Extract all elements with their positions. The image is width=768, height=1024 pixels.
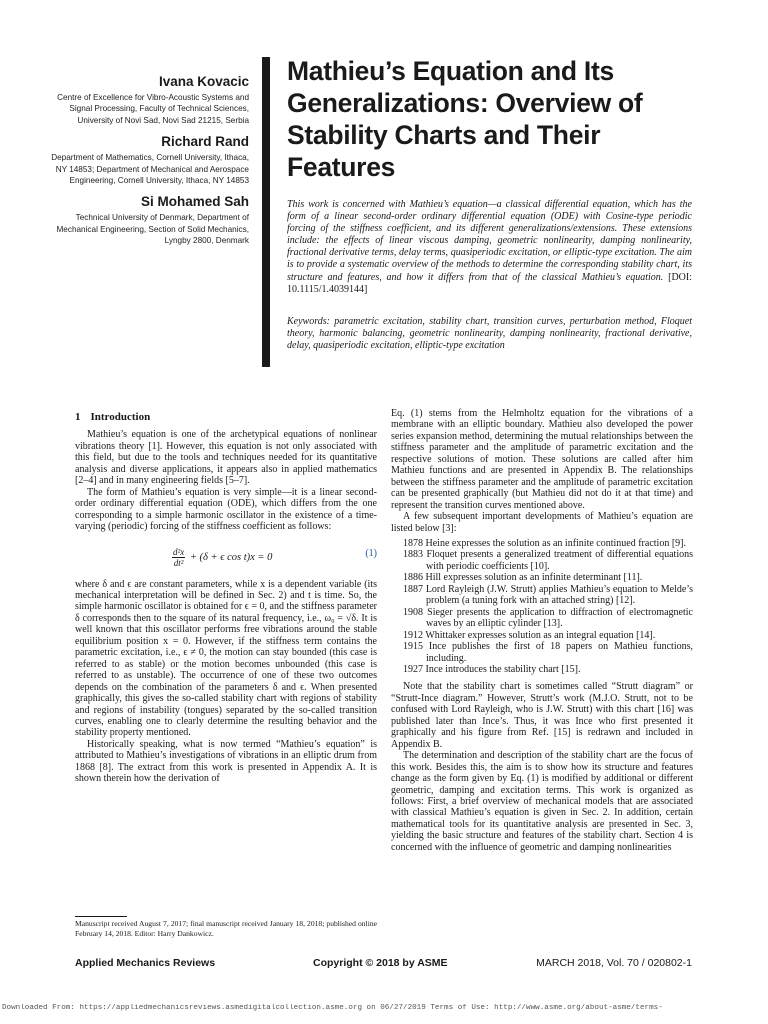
author-affiliation: Department of Mathematics, Cornell University, Ithaca, NY 14853; Department of Mechanical and Aerospace Engineering, Cornell University, Ithaca, NY 14853 <box>51 153 249 186</box>
list-item: 1887 Lord Rayleigh (J.W. Strutt) applies Mathieu’s equation to Melde’s problem (a tuning fork with an attached string) [12]. <box>403 583 693 607</box>
paragraph: The determination and description of the stability chart are the focus of this work. Besides this, the aim is to show how its structure and features change as the form given by Eq. (1) is modified by additional or different geometric, damping and excitation terms. This work is organized as follows: First, a brief overview of mechanical models that are associated with classical Mathieu’s equation is given in Sec. 2. In addition, certain mathematical tools for its quantitative analysis are presented in Sec. 3, yielding the basic structure and features of the stability chart. Section 4 is concerned with the influence of geometric and damping nonlinearities <box>391 750 693 853</box>
equation-fraction <box>172 547 185 568</box>
section-heading <box>75 412 377 423</box>
paragraph: A few subsequent important developments of Mathieu’s equation are listed below [3]: <box>391 511 693 534</box>
equation <box>75 539 377 573</box>
equation-number[interactable]: (1) <box>365 547 377 559</box>
list-item: 1883 Floquet presents a generalized treatment of differential equations with periodic coefficients [10]. <box>403 549 693 572</box>
list-item: 1927 Ince introduces the stability chart [15]. <box>403 663 581 675</box>
paragraph: where δ and ϵ are constant parameters, while x is a dependent variable (its mechanical interpretation will be defined in Sec. 2) and t is time. So, the simple harmonic oscillator is obtained for ϵ = 0, and the stiffness parameter δ corresponds then to the square of its natural frequency, i.e., ω₀ = √δ. It is well known that this oscillator performs free vibrations around the stable equilibrium position x = 0. However, if the stiffness term contains the parametric excitation, i.e., ϵ ≠ 0, the motion can stay bounded (this case is referred to as stable) or the motion becomes unbounded (this case is referred to as unstable). The occurrence of one of these two outcomes depends on the combination of the parameters δ and ϵ. When presented graphically, this gives the so-called stability chart with regions of stability and regions of instability (tongues) separated by the so-called transition curves, enabling one to clearly determine the resulting behavior and the stability property mentioned. <box>75 578 377 739</box>
list-item: 1915 Ince publishes the first of 18 papers on Mathieu functions, including. <box>403 641 693 664</box>
equation-rest: + (δ + ϵ cos t)x = 0 <box>189 551 273 563</box>
list-item: 1886 Hill expresses solution as an infinite determinant [11]. <box>403 572 643 584</box>
history-list <box>391 538 693 675</box>
footnote: Manuscript received August 7, 2017; final manuscript received January 18, 2018; published online February 14, 2018. Editor: Harry Dankowicz. <box>75 919 377 938</box>
list-item: 1912 Whittaker expresses solution as an integral equation [14]. <box>403 629 656 641</box>
author-name[interactable]: Ivana Kovacic <box>158 74 249 89</box>
section-number: 1 <box>75 411 81 423</box>
author-list <box>40 70 249 255</box>
abstract-text: This work is concerned with Mathieu’s equation—a classical differential equation, which has the form of a linear second-order ordinary differential equation (ODE) with Cosine-type periodic forcing of the stiffness coefficient, and its different generalizations/extensions. These extensions include: the effects of linear viscous damping, geometric nonlinearity, damping nonlinearity, fractional derivative terms, delay terms, quasiperiodic excitation, or elliptic-type excitation. The aim is to provide a systematic overview of the methods to determine the corresponding stability chart, its structure and features, and how it differs from that of the classical Mathieu’s equation. <box>287 199 692 283</box>
abstract <box>287 199 692 296</box>
keywords: Keywords: parametric excitation, stability chart, transition curves, perturbation method, Floquet theory, harmonic balancing, geometric nonlinearity, damping nonlinearity, fractional derivative, delay, quasiperiodic excitation, elliptic-type excitation <box>287 316 692 352</box>
download-notice[interactable]: Downloaded From: https://appliedmechanicsreviews.asmedigitalcollection.asme.org on 06/27/2019 Terms of Use: http://www.asme.org/about-asme/terms- <box>2 1004 663 1012</box>
list-item: 1908 Sieger presents the application to diffraction of electromagnetic waves by an elliptic cylinder [13]. <box>403 606 693 630</box>
journal-name: Applied Mechanics Reviews <box>75 957 216 969</box>
author-affiliation: Technical University of Denmark, Department of Mechanical Engineering, Section of Solid Mechanics, Lyngby 2800, Denmark <box>56 213 249 246</box>
paragraph: Eq. (1) stems from the Helmholtz equation for the vibrations of a membrane with an elliptic boundary. Mathieu also developed the power series expansion method, determining the mutual relationships between the stiffness parameter and the amplitude of parametric excitation and the respective solutions of motion. These solutions are called after him Mathieu functions and are presented in Appendix B. The relationships between the stiffness parameter and the amplitude of parametric excitation can be presented graphically (but Mathieu did not do it at that time) and represent the transition curves mentioned above. <box>391 408 693 511</box>
left-column <box>75 408 377 785</box>
paper-title: Mathieu’s Equation and Its Generalizations: Overview of Stability Charts and Their Features <box>287 56 643 182</box>
paragraph: Historically speaking, what is now termed “Mathieu’s equation” is attributed to Mathieu’s investigations of vibrations in an elliptic drum from 1868 [8]. The extract from this work is presented in Appendix A. It is shown therein how the derivation of <box>75 738 377 785</box>
author-block <box>40 74 249 126</box>
copyright: Copyright © 2018 by ASME <box>313 957 448 969</box>
equation-body <box>172 547 272 568</box>
issue-info: MARCH 2018, Vol. 70 / 020802-1 <box>536 957 692 969</box>
author-block <box>40 134 249 186</box>
fraction-numerator: d²x <box>173 546 185 557</box>
author-name[interactable]: Richard Rand <box>161 134 249 150</box>
paragraph: Note that the stability chart is sometimes called “Strutt diagram” or “Strutt-Ince diagram.” However, Strutt’s work (M.J.O. Strutt, not to be confused with Lord Rayleigh, who is J.W. Strutt) with this chart [16] was published later than Ince’s. Thus, it was Ince who first presented it graphically and his figure from Ref. [15] is redrawn and included in Appendix B. <box>391 681 693 750</box>
author-affiliation: Centre of Excellence for Vibro-Acoustic Systems and Signal Processing, Faculty of Technical Sciences, University of Novi Sad, Novi Sad 21215, Serbia <box>57 93 249 125</box>
doi-link[interactable]: [DOI: 10.1115/1.4039144] <box>287 271 693 295</box>
fraction-denominator: dt² <box>173 557 184 568</box>
right-column <box>391 408 693 853</box>
title-accent-bar <box>262 57 270 367</box>
paragraph: Mathieu’s equation is one of the archetypical equations of nonlinear vibrations theory [1]. However, this equation is not only associated with this field, but due to the tools and techniques needed for its quantitative analysis and diverse applications, it appears also in applied mathematics [2–4] and in many engineering fields [5–7]. <box>75 429 377 487</box>
paragraph: The form of Mathieu’s equation is very simple—it is a linear second-order ordinary differential equation (ODE), which differs from the one corresponding to a simple harmonic oscillator in the existence of a time-varying (periodic) forcing of the stiffness coefficient as follows: <box>75 486 377 533</box>
author-name[interactable]: Si Mohamed Sah <box>140 194 249 210</box>
section-title: Introduction <box>90 411 151 423</box>
author-block <box>40 194 249 246</box>
footnote-rule <box>75 916 127 917</box>
list-item: 1878 Heine expresses the solution as an infinite continued fraction [9]. <box>403 537 686 549</box>
